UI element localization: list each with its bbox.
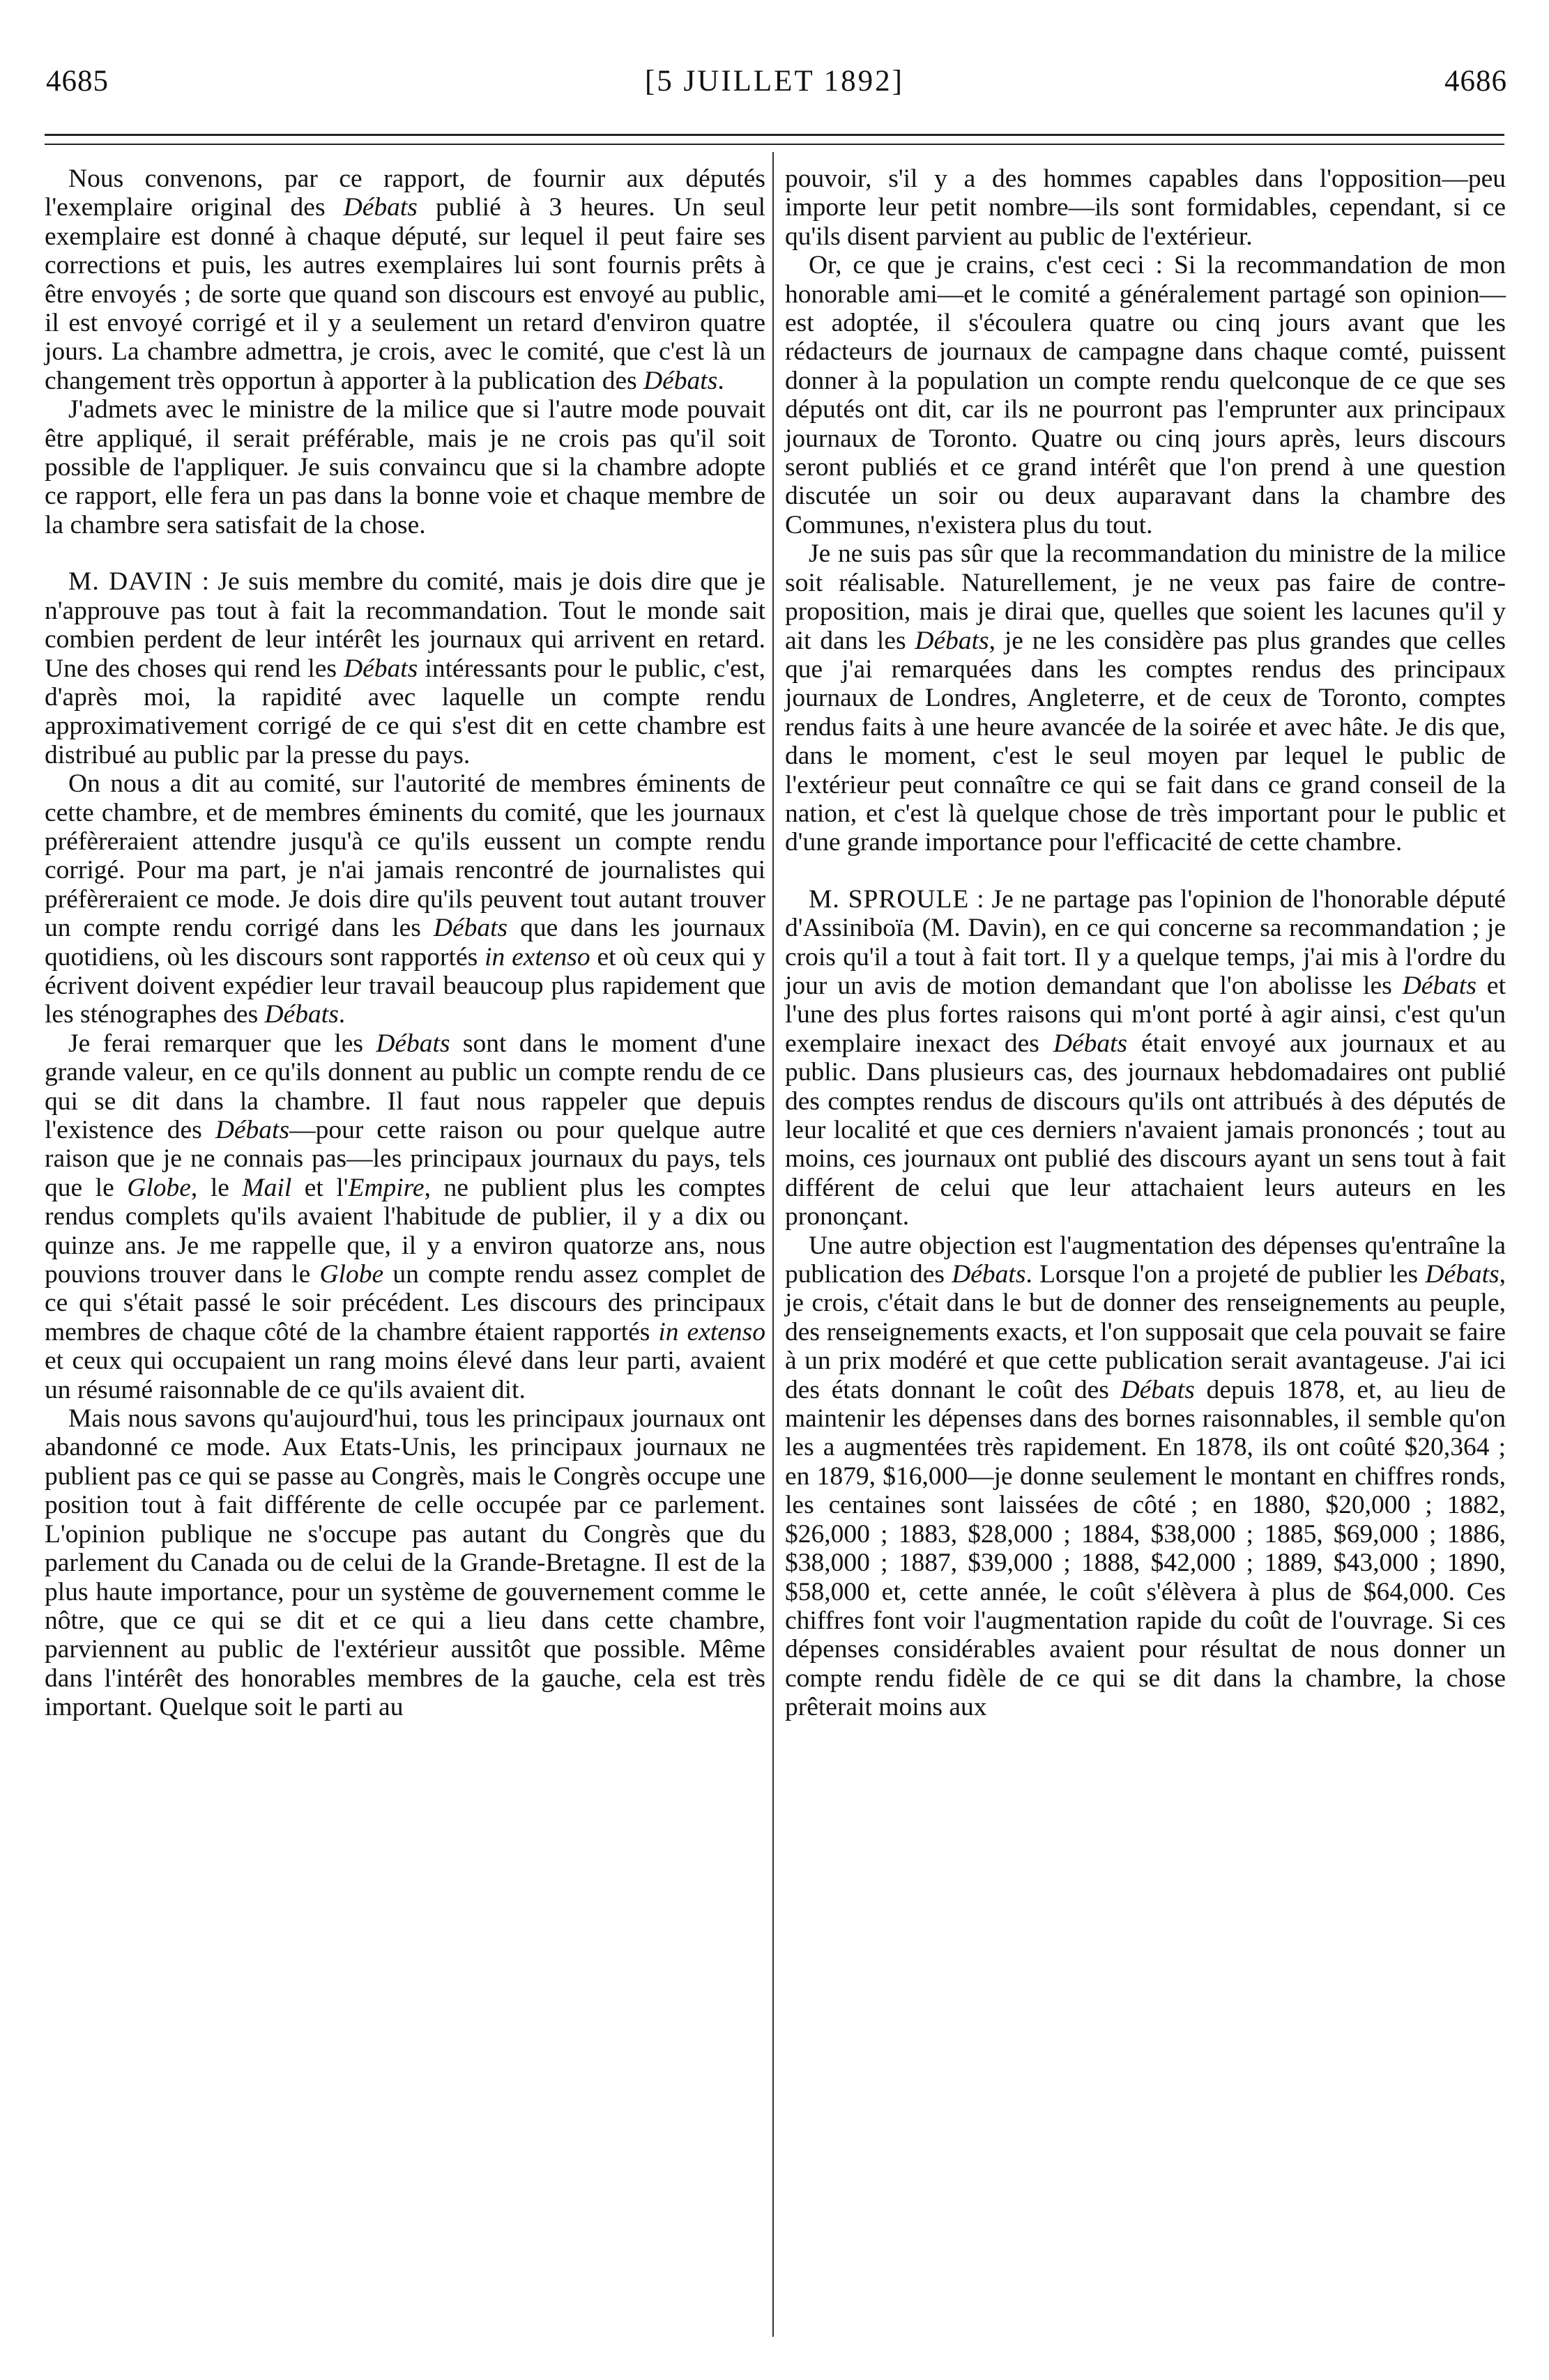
header-rule: [45, 134, 1504, 136]
right-column: [785, 164, 1506, 1722]
speaker-name: M. DAVIN: [68, 567, 194, 597]
paragraph: J'admets avec le ministre de la milice que si l'autre mode pouvait être appliqué, il serait préférable, mais je ne crois pas qu'il soit possible de l'appliquer. Je suis convaincu que si la chambre adopte ce rapport, elle fera un pas dans la bonne voie et chaque membre de la chambre sera satisfait de la chose.: [45, 395, 765, 539]
column-divider: [772, 152, 774, 2337]
left-column: [45, 164, 765, 1722]
paragraph: On nous a dit au comité, sur l'autorité de membres éminents de cette chambre, et de membres éminents du comité, que les journaux préfèreraient attendre jusqu'à ce qu'ils eussent un compte rendu corrigé. Pour ma part, je n'ai jamais rencontré de journalistes qui préfèreraient ce mode. Je dois dire qu'ils peuvent tout autant trouver un compte rendu corrigé dans les Débats que dans les journaux quotidiens, où les discours sont rapportés in extenso et où ceux qui y écrivent doivent expédier leur travail beaucoup plus rapidement que les sténographes des Débats.: [45, 769, 765, 1029]
paragraph: Mais nous savons qu'aujourd'hui, tous les principaux journaux ont abandonné ce mode. Aux Etats-Unis, les principaux journaux ne publient pas ce qui se passe au Congrès, mais le Congrès occupe une position tout à fait différente de celle occupée par ce parlement. L'opinion publique ne s'occupe pas autant du Congrès que du parlement du Canada ou de celui de la Grande-Bretagne. Il est de la plus haute importance, pour un système de gouvernement comme le nôtre, que ce qui se dit et ce qui a lieu dans cette chambre, parviennent au public de l'extérieur aussitôt que possible. Même dans l'intérêt des honorables membres de la gauche, cela est très important. Quelque soit le parti au: [45, 1404, 765, 1722]
page-number-left: 4685: [46, 65, 109, 98]
speech-davin: M. DAVIN : Je suis membre du comité, mais je dois dire que je n'approuve pas tout à fait la recommandation. Tout le monde sait combien perdent de leur intérêt les journaux qui arrivent en retard. Une des choses qui rend les Débats intéressants pour le public, c'est, d'après moi, la rapidité avec laquelle un compte rendu approximativement corrigé de ce qui s'est dit en cette chambre est distribué au public par la presse du pays.: [45, 567, 765, 769]
paragraph: Je ferai remarquer que les Débats sont dans le moment d'une grande valeur, en ce qu'ils donnent au public un compte rendu de ce qui se dit dans la chambre. Il faut nous rappeler que depuis l'existence des Débats—pour cette raison ou pour quelque autre raison que je ne connais pas—les principaux journaux du pays, tels que le Globe, le Mail et l'Empire, ne publient plus les comptes rendus complets qu'ils avaient l'habitude de publier, il y a dix ou quinze ans. Je me rappelle que, il y a environ quatorze ans, nous pouvions trouver dans le Globe un compte rendu assez complet de ce qui s'était passé le soir précédent. Les discours des principaux membres de chaque côté de la chambre étaient rapportés in extenso et ceux qui occupaient un rang moins élevé dans leur parti, avaient un résumé raisonnable de ce qu'ils avaient dit.: [45, 1029, 766, 1404]
page-title: [5 JUILLET 1892]: [644, 65, 905, 98]
paragraph: Une autre objection est l'augmentation des dépenses qu'entraîne la publication des Débats. Lorsque l'on a projeté de publier les Débats, je crois, c'était dans le but de donner des renseignements au peuple, des renseignements exacts, et l'on supposait que cela pouvait se faire à un prix modéré et que cette publication serait avantageuse. J'ai ici des états donnant le coût des Débats depuis 1878, et, au lieu de maintenir les dépenses dans des bornes raisonnables, il semble qu'on les a augmentées très rapidement. En 1878, ils ont coûté $20,364 ; en 1879, $16,000—je donne seulement le montant en chiffres ronds, les centaines sont laissées de côté ; en 1880, $20,000 ; 1882, $26,000 ; 1883, $28,000 ; 1884, $38,000 ; 1885, $69,000 ; 1886, $38,000 ; 1887, $39,000 ; 1888, $42,000 ; 1889, $43,000 ; 1890, $58,000 et, cette année, le coût s'élèvera à plus de $64,000. Ces chiffres font voir l'augmentation rapide du coût de l'ouvrage. Si ces dépenses considérables avaient pour résultat de nous donner un compte rendu fidèle de ce qui se dit dans la chambre, la chose prêterait moins aux: [785, 1231, 1506, 1722]
paragraph: Nous convenons, par ce rapport, de fournir aux députés l'exemplaire original des Débats publié à 3 heures. Un seul exemplaire est donné à chaque député, sur lequel il peut faire ses corrections et puis, les autres exemplaires lui sont fournis prêts à être envoyés ; de sorte que quand son discours est envoyé au public, il est envoyé corrigé et il y a seulement un retard d'environ quatre jours. La chambre admettra, je crois, avec le comité, que c'est là un changement très opportun à apporter à la publication des Débats.: [45, 164, 766, 395]
header-rule-thin: [45, 144, 1504, 145]
page-number-right: 4686: [1444, 65, 1507, 98]
paragraph: Je ne suis pas sûr que la recommandation du ministre de la milice soit réalisable. Naturellement, je ne veux pas faire de contre-proposition, mais je dirai que, quelles que soient les lacunes qu'il y ait dans les Débats, je ne les considère pas plus grandes que celles que j'ai remarquées dans les comptes rendus des principaux journaux de Londres, Angleterre, et de ceux de Toronto, comptes rendus faits à une heure avancée de la soirée et avec hâte. Je dis que, dans le moment, c'est le seul moyen par lequel le public de l'extérieur peut connaître ce qui se fait dans ce grand conseil de la nation, et c'est là quelque chose de très important pour le public et d'une grande importance pour l'efficacité de cette chambre.: [785, 539, 1506, 857]
paragraph: pouvoir, s'il y a des hommes capables dans l'opposition—peu importe leur petit nombre—ils sont formidables, cependant, si ce qu'ils disent parvient au public de l'extérieur.: [785, 164, 1506, 251]
paragraph: Or, ce que je crains, c'est ceci : Si la recommandation de mon honorable ami—et le comité a généralement partagé son opinion—est adoptée, il s'écoulera quatre ou cinq jours avant que les rédacteurs de journaux de campagne dans chaque comté, puissent donner à la population un compte rendu quelconque de ce que ses députés ont dit, car ils ne pourront pas l'emprunter aux principaux journaux de Toronto. Quatre ou cinq jours après, leurs discours seront publiés et ce grand intérêt que l'on prend à une question discutée un soir ou deux auparavant dans la chambre des Communes, n'existera plus du tout.: [785, 251, 1506, 539]
speech-sproule: M. SPROULE : Je ne partage pas l'opinion de l'honorable député d'Assiniboïa (M. Davin), en ce qui concerne sa recommandation ; je crois qu'il a tout à fait tort. Il y a quelque temps, j'ai mis à l'ordre du jour un avis de motion demandant que l'on abolisse les Débats et l'une des plus fortes raisons qui m'ont porté à agir ainsi, c'est qu'un exemplaire inexact des Débats était envoyé aux journaux et au public. Dans plusieurs cas, des journaux hebdomadaires ont publié des comptes rendus de discours qu'ils ont attribués à des députés de leur localité et que ces derniers n'avaient jamais prononcés ; tout au moins, ces journaux ont publié des discours ayant un sens tout à fait différent de celui que leur attachaient leurs auteurs en les prononçant.: [785, 884, 1506, 1231]
speaker-name: M. SPROULE: [809, 884, 970, 914]
